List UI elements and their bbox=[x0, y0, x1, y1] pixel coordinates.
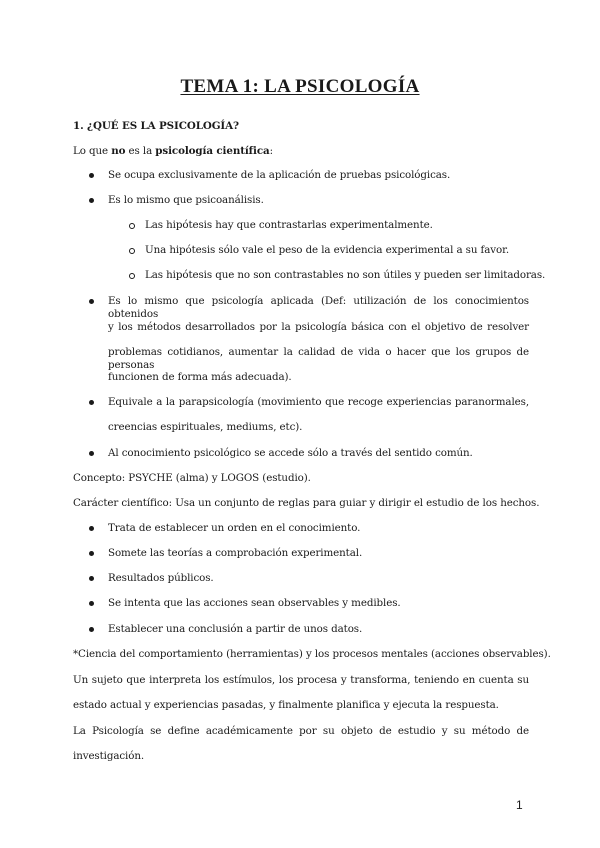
scientific-line: Carácter científico: Usa un conjunto de reglas para guiar y dirigir el estudio de los hechos. bbox=[73, 497, 540, 509]
sub-list-item: Una hipótesis sólo vale el peso de la evidencia experimental a su favor. bbox=[145, 244, 509, 256]
list-item-line: Equivale a la parapsicología (movimiento que recoge experiencias paranormales, bbox=[108, 396, 529, 408]
page-number: 1 bbox=[516, 798, 523, 812]
note-line: *Ciencia del comportamiento (herramientas) y los procesos mentales (acciones observables). bbox=[73, 648, 551, 660]
bullet-icon bbox=[89, 451, 94, 456]
bullet-icon bbox=[89, 551, 94, 556]
definition-line: La Psicología se define académicamente por su objeto de estudio y su método de bbox=[73, 725, 529, 737]
intro-bold-term: psicología científica bbox=[155, 145, 270, 157]
list-item-line: y los métodos desarrollados por la psicología básica con el objetivo de resolver bbox=[108, 321, 529, 333]
list-item: Resultados públicos. bbox=[108, 572, 214, 584]
subject-line: estado actual y experiencias pasadas, y finalmente planifica y ejecuta la respuesta. bbox=[73, 699, 499, 711]
subject-line: Un sujeto que interpreta los estímulos, los procesa y transforma, teniendo en cuenta su bbox=[73, 674, 529, 686]
bullet-icon bbox=[89, 526, 94, 531]
bullet-icon bbox=[89, 576, 94, 581]
list-item: Se ocupa exclusivamente de la aplicación de pruebas psicológicas. bbox=[108, 169, 451, 181]
list-item: Es lo mismo que psicoanálisis. bbox=[108, 194, 264, 206]
intro-text-3: : bbox=[269, 145, 273, 157]
definition-line: investigación. bbox=[73, 750, 145, 762]
list-item-line: Es lo mismo que psicología aplicada (Def: utilización de los conocimientos obtenidos bbox=[108, 295, 529, 320]
list-item-line: funcionen de forma más adecuada). bbox=[108, 371, 292, 383]
list-item: Se intenta que las acciones sean observables y medibles. bbox=[108, 597, 401, 609]
list-item-line: problemas cotidianos, aumentar la calidad de vida o hacer que los grupos de personas bbox=[108, 346, 529, 371]
circle-bullet-icon bbox=[129, 248, 135, 254]
concept-line: Concepto: PSYCHE (alma) y LOGOS (estudio). bbox=[73, 472, 311, 484]
intro-text-2: es la bbox=[125, 145, 156, 157]
list-item: Trata de establecer un orden en el conocimiento. bbox=[108, 522, 361, 534]
intro-text-1: Lo que bbox=[73, 145, 112, 157]
bullet-icon bbox=[89, 198, 94, 203]
list-item: Establecer una conclusión a partir de unos datos. bbox=[108, 623, 363, 635]
page-title: TEMA 1: LA PSICOLOGÍA bbox=[180, 76, 420, 97]
circle-bullet-icon bbox=[129, 273, 135, 279]
sub-list-item: Las hipótesis que no son contrastables no son útiles y pueden ser limitadoras. bbox=[145, 269, 546, 281]
bullet-icon bbox=[89, 601, 94, 606]
bullet-icon bbox=[89, 173, 94, 178]
intro-line bbox=[73, 145, 273, 158]
sub-list-item: Las hipótesis hay que contrastarlas experimentalmente. bbox=[145, 219, 433, 231]
bullet-icon bbox=[89, 627, 94, 632]
list-item: Somete las teorías a comprobación experimental. bbox=[108, 547, 363, 559]
intro-bold-no: no bbox=[111, 145, 126, 157]
list-item: Al conocimiento psicológico se accede sólo a través del sentido común. bbox=[108, 447, 473, 459]
bullet-icon bbox=[89, 299, 94, 304]
circle-bullet-icon bbox=[129, 223, 135, 229]
section-heading: 1. ¿QUÉ ES LA PSICOLOGÍA? bbox=[73, 120, 239, 132]
bullet-icon bbox=[89, 400, 94, 405]
list-item-line: creencias espirituales, mediums, etc). bbox=[108, 421, 303, 433]
